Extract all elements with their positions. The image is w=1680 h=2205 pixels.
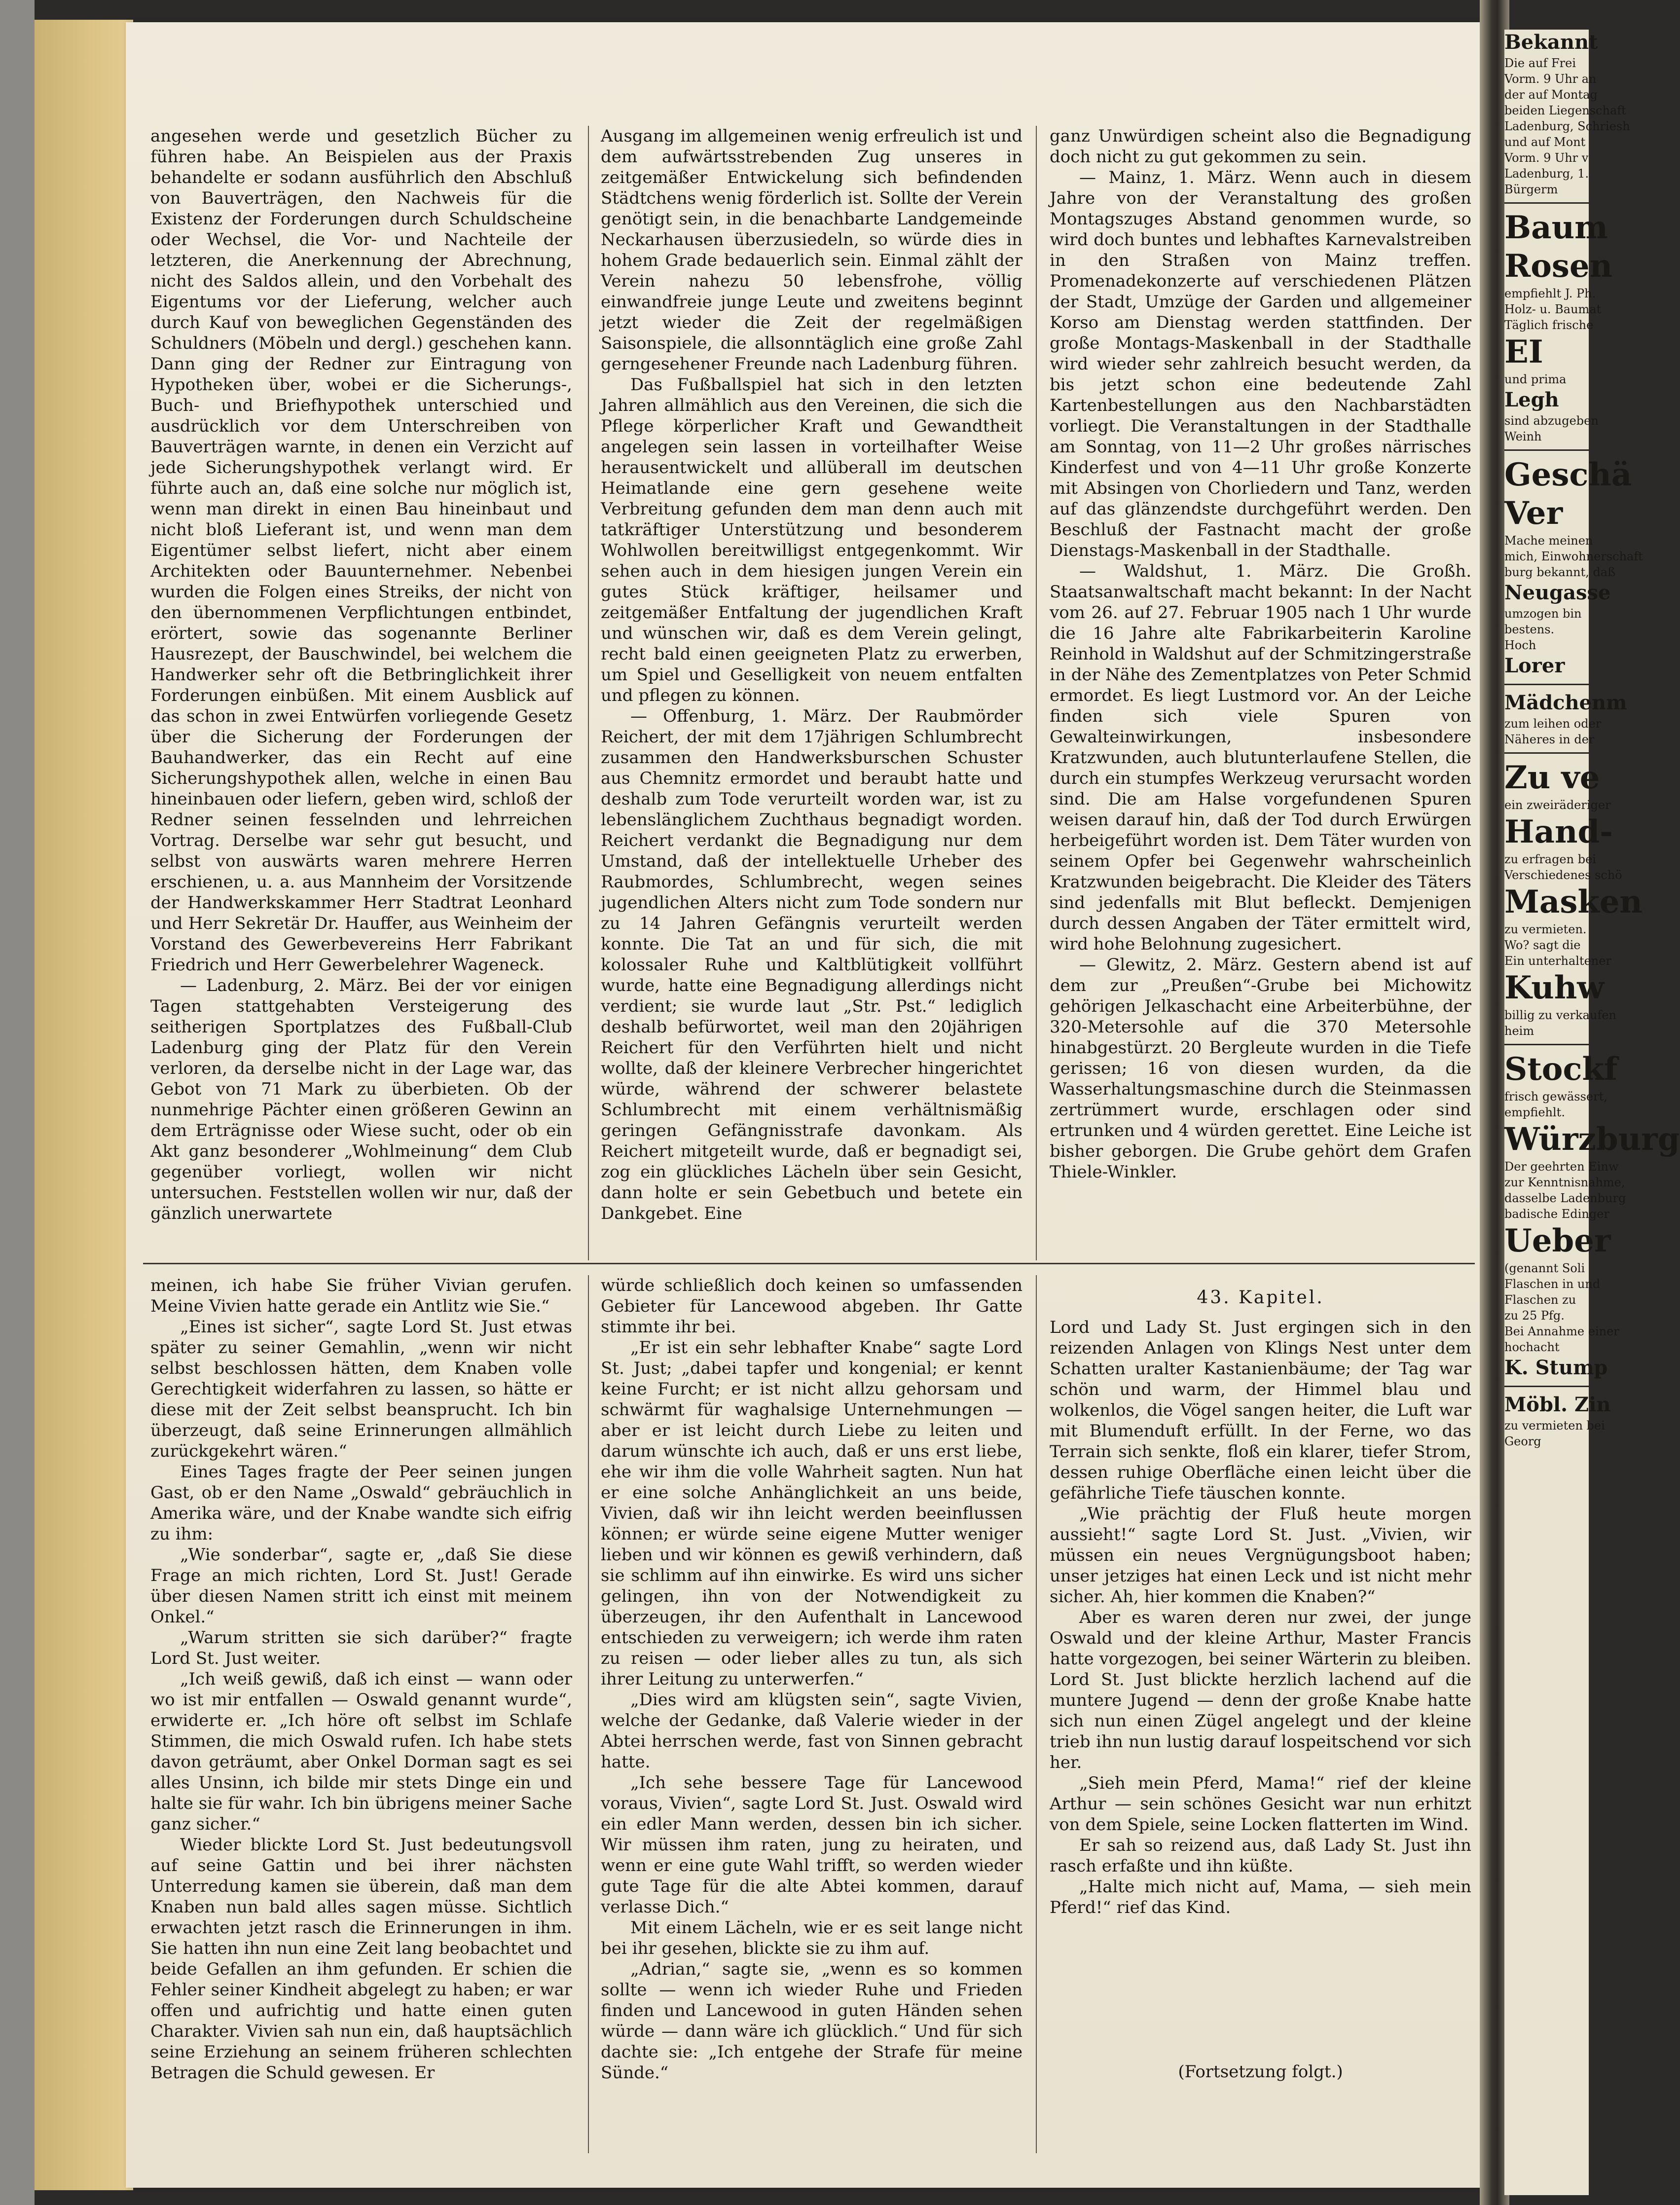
ad-text-fragment: Baum (1504, 209, 1608, 246)
paragraph: Aber es waren deren nur zwei, der junge Oswald und der kleine Arthur, Master Francis hatte vorgezogen, bei seiner Wärterin zu bleiben. Lord St. Just blickte herzlich lachend auf die muntere Jugend — denn der große Knabe hatte sich nun einen Zügel angelegt und der kleine trieb ihn nun lustig darauf lospeitschend vor sich her. (1050, 1608, 1471, 1772)
ad-text-fragment: Näheres in der (1504, 733, 1595, 746)
ad-text-fragment: empfiehlt. (1504, 1105, 1565, 1119)
paragraph: Wieder blickte Lord St. Just bedeutungsvoll auf seine Gattin und bei ihrer nächsten Unterredung kamen sie überein, daß man dem Knaben nun bald alles sagen müsse. Sichtlich erwachten jetzt rasch die Erinnerungen in ihm. Sie hatten ihn nun eine Zeit lang beobachtet und beide Gefallen an ihm gefunden. Er schien die Fehler seiner Kindheit abgelegt zu haben; er war offen und aufrichtig und hatte einen guten Charakter. Vivien sah nun ein, daß hauptsächlich seine Erziehung an seinem früheren schlechten Betragen die Schuld gewesen. Er (150, 1835, 572, 2083)
serial-column-2 (601, 1275, 1023, 2083)
paragraph: „Dies wird am klügsten sein“, sagte Vivien, welche der Gedanke, daß Valerie wieder in der Abtei herrschen werde, fast von Sinnen gebracht hatte. (601, 1690, 1023, 1772)
ad-text-fragment: Zu ve (1504, 759, 1600, 796)
ad-text-fragment: Der geehrten Einw (1504, 1160, 1619, 1174)
paragraph: „Eines ist sicher“, sagte Lord St. Just etwas später zu seiner Gemahlin, „wenn wir nicht selbst beschlossen hätten, dem Knaben volle Gerechtigkeit widerfahren zu lassen, so hätte er diese mit der Zeit selbst beansprucht. Ich bin überzeugt, daß seine Erinnerungen allmählich zurückgekehrt wären.“ (150, 1317, 572, 1461)
ad-text-fragment: hochacht (1504, 1340, 1560, 1354)
column-divider (588, 1275, 589, 2153)
ad-text-fragment: zu erfragen bei (1504, 852, 1596, 866)
ad-text-fragment: zum leihen oder (1504, 717, 1602, 731)
ad-text-fragment: empfiehlt J. Ph. (1504, 287, 1596, 300)
serial-column-3 (1050, 1317, 1471, 1918)
ad-text-fragment: Wo? sagt die (1504, 938, 1581, 952)
ad-text-fragment: Bürgerm (1504, 183, 1558, 196)
top-column-2 (601, 126, 1023, 1224)
paragraph: — Mainz, 1. März. Wenn auch in diesem Jahre von der Veranstaltung des großen Montagszuges Abstand genommen wurde, so wird doch buntes und lebhaftes Karnevalstreiben in den Straßen von Mainz treffen. Promenadekonzerte auf verschiedenen Plätzen der Stadt, Umzüge der Garden und allgemeiner Korso am Dienstag werden stattfinden. Der große Montags-Maskenball in der Stadthalle wird wieder sehr zahlreich besucht werden, da bis jetzt schon eine bedeutende Zahl Kartenbestellungen aus den Nachbarstädten vorliegt. Die Veranstaltungen in der Stadthalle am Sonntag, von 11—2 Uhr großes närrisches Kinderfest und von 4—11 Uhr große Konzerte mit Absingen von Chorliedern und Tanz, werden auf das glänzendste durchgeführt werden. Den Beschluß der Fastnacht macht der große Dienstags-Maskenball in der Stadthalle. (1050, 168, 1471, 560)
ad-divider-rule (1504, 752, 1589, 754)
ad-text-fragment: Mache meinen (1504, 534, 1593, 548)
ad-text-fragment: Flaschen zu (1504, 1293, 1576, 1307)
ad-text-fragment: Hand- (1504, 813, 1613, 850)
ad-text-fragment: Masken (1504, 883, 1643, 920)
paragraph: Er sah so reizend aus, daß Lady St. Just ihn rasch erfaßte und ihn küßte. (1050, 1836, 1471, 1876)
paragraph: Eines Tages fragte der Peer seinen jungen Gast, ob er den Name „Oswald“ gebräuchlich in Amerika wäre, und der Knabe wandte sich eifrig zu ihm: (150, 1462, 572, 1544)
ad-text-fragment: ein zweiräderiger (1504, 798, 1611, 812)
ad-text-fragment: Täglich frische (1504, 318, 1594, 332)
ad-text-fragment: Mädchenm (1504, 691, 1627, 714)
ad-text-fragment: Bekannt (1504, 31, 1598, 54)
ad-text-fragment: Rosen (1504, 248, 1613, 285)
paragraph: angesehen werde und gesetzlich Bücher zu führen habe. An Beispielen aus der Praxis behandelte er sodann ausführlich den Abschluß von Bauverträgen, den Nachweis für die Existenz der Forderungen durch Schuldscheine oder Wechsel, die Vor- und Nachteile der letzteren, die Anerkennung der Abrechnung, nicht des Saldos allein, und den Vorbehalt des Eigentums vor der Lieferung, welcher auch durch Kauf von beweglichen Gegenständen des Schuldners (Möbeln und dergl.) geschehen kann. Dann ging der Redner zur Eintragung von Hypotheken über, wobei er die Sicherungs-, Buch- und Briefhypothek unterschied und ausdrücklich vor dem Unterschreiben von Bauverträgen warnte, in denen ein Verzicht auf jede Sicherungshypothek verlangt wird. Er führte auch an, daß eine solche nur möglich ist, wenn man direkt in einen Bau hineinbaut und nicht bloß Lieferant ist, und wenn man dem Eigentümer selbst liefert, nicht aber einem Architekten oder Bauunternehmer. Nebenbei wurden die Folgen eines Streiks, der nicht von den übernommenen Verpflichtungen entbindet, erörtert, sowie das sogenannte Berliner Hausrezept, der Bauschwindel, bei welchem die Handwerker sehr oft die Betbringlichkeit ihrer Forderungen einbüßen. Mit einem Ausblick auf das schon in zwei Entwürfen vorliegende Gesetz über die Sicherung der Forderungen der Bauhandwerker, das ein Recht auf eine Sicherungshypothek allen, welche in einen Bau hineinbauen oder liefern, geben wird, schloß der Redner seinen fesselnden und lehrreichen Vortrag. Derselbe war sehr gut besucht, und selbst von auswärts waren mehrere Herren erschienen, u. a. aus Mannheim der Vorsitzende der Handwerkskammer Herr Stadtrat Leonhard und Herr Sekretär Dr. Hauffer, aus Weinheim der Vorstand des Gewerbevereins Herr Fabrikant Friedrich und Herr Gewerbelehrer Wageneck. (150, 126, 572, 975)
serial-column-1 (150, 1275, 572, 2083)
ad-text-fragment: Ver (1504, 495, 1563, 532)
ad-text-fragment: Ueber (1504, 1222, 1611, 1259)
ad-text-fragment: mich, Einwohnerschaft (1504, 550, 1643, 563)
paragraph: „Halte mich nicht auf, Mama, — sieh mein Pferd!“ rief das Kind. (1050, 1877, 1471, 1917)
ad-text-fragment: Kuhw (1504, 969, 1605, 1006)
paragraph: „Ich sehe bessere Tage für Lancewood voraus, Vivien“, sagte Lord St. Just. Oswald wird ein edler Mann werden, dessen bin ich sicher. Wir müssen ihm raten, jung zu heiraten, und wenn er eine gute Wahl trifft, so werden wieder gute Tage für die alte Abtei kommen, darauf verlasse Dich.“ (601, 1773, 1023, 1917)
chapter-heading: 43. Kapitel. (1197, 1287, 1324, 1308)
paragraph: meinen, ich habe Sie früher Vivian gerufen. Meine Vivien hatte gerade ein Antlitz wie Sie.“ (150, 1276, 572, 1316)
ad-text-fragment: Holz- u. Baumat (1504, 302, 1602, 316)
paragraph: „Ich weiß gewiß, daß ich einst — wann oder wo ist mir entfallen — Oswald genannt wurde“, erwiderte er. „Ich höre oft selbst im Schlafe Stimmen, die mich Oswald rufen. Ich habe stets davon geträumt, aber Onkel Dorman sagt es sei alles Unsinn, ich bilde mir stets Dinge ein und halte sie für wahr. Ich bin übrigens meiner Sache ganz sicher.“ (150, 1669, 572, 1834)
ad-text-fragment: zu vermieten. (1504, 922, 1587, 936)
column-divider (1036, 126, 1037, 1260)
ad-text-fragment: bestens. (1504, 623, 1555, 636)
ad-text-fragment: Ladenburg, Schriesh (1504, 119, 1630, 133)
section-separator-rule (143, 1263, 1475, 1264)
ad-text-fragment: Flaschen in und (1504, 1277, 1601, 1291)
paragraph: — Waldshut, 1. März. Die Großh. Staatsanwaltschaft macht bekannt: In der Nacht vom 26. auf 27. Februar 1905 nach 1 Uhr wurde die 16 Jahre alte Fabrikarbeiterin Karoline Reinhold in Waldshut auf der Schmitzingerstraße in der Nähe des Zementplatzes von Peter Schmid ermordet. Es liegt Lustmord vor. An der Leiche finden sich viele Spuren von Gewalteinwirkungen, insbesondere Kratzwunden, auch blutunterlaufene Stellen, die durch ein stumpfes Werkzeug verursacht worden sind. Die am Halse vorgefundenen Spuren weisen darauf hin, daß der Tod durch Erwürgen herbeigeführt worden ist. Dem Täter wurden von seinem Opfer bei Gegenwehr wahrscheinlich Kratzwunden beigebracht. Die Kleider des Täters sind jedenfalls mit Blut befleckt. Demjenigen durch dessen Angaben der Täter ermittelt wird, wird hohe Belohnung zugesichert. (1050, 561, 1472, 954)
column-divider (588, 126, 589, 1260)
ad-text-fragment: Geschä (1504, 456, 1632, 493)
ad-divider-rule (1504, 684, 1589, 685)
ad-text-fragment: (genannt Soli (1504, 1261, 1585, 1275)
ad-text-fragment: Ladenburg, 1. (1504, 167, 1589, 181)
page-edge-strip (35, 20, 133, 2190)
ad-text-fragment: zu vermieten bei (1504, 1419, 1605, 1433)
paragraph: würde schließlich doch keinen so umfassenden Gebieter für Lancewood abgeben. Ihr Gatte stimmte ihr bei. (601, 1276, 1023, 1337)
ad-divider-rule (1504, 449, 1589, 451)
ad-text-fragment: burg bekannt, daß (1504, 565, 1616, 579)
ad-text-fragment: umzogen bin (1504, 607, 1582, 621)
ad-divider-rule (1504, 1044, 1589, 1045)
facing-page-advertisements (1504, 30, 1680, 2195)
ad-text-fragment: und prima (1504, 372, 1567, 386)
ad-divider-rule (1504, 202, 1589, 204)
column-divider (1036, 1275, 1037, 2153)
ad-text-fragment: der auf Montag (1504, 88, 1598, 102)
paragraph: „Wie sonderbar“, sagte er, „daß Sie diese Frage an mich richten, Lord St. Just! Gerade über diesen Namen stritt ich einst mit meinem Onkel.“ (150, 1545, 572, 1627)
ad-text-fragment: Weinh (1504, 430, 1542, 443)
ad-text-fragment: zur Kenntnisnahme, (1504, 1176, 1625, 1189)
paragraph: Mit einem Lächeln, wie er es seit lange nicht bei ihr gesehen, blickte sie zu ihm auf. (601, 1918, 1023, 1958)
ad-text-fragment: badische Edinger (1504, 1207, 1609, 1221)
top-column-1 (150, 126, 572, 1224)
ad-text-fragment: Würzburg (1504, 1121, 1680, 1158)
paragraph: Das Fußballspiel hat sich in den letzten Jahren allmählich aus den Vereinen, die sich die Pflege körperlicher Kraft und Gewandtheit angelegen sein lassen in vorteilhafter Weise herausentwickelt und allüberall im deutschen Heimatlande eine gern gesehene weite Verbreitung gefunden dem man denn auch mit tatkräftiger Unterstützung und besonderem Wohlwollen bereitwilligst entgegenkommt. Wir sehen auch in dem hiesigen jungen Verein ein gutes Stück kräftiger, heilsamer und zeitgemäßer Entfaltung der jugendlichen Kraft und wünschen wir, daß es dem Verein gelingt, recht bald einen geeigneten Platz zu erwerben, um Spiel und Geselligkeit von neuem entfalten und pflegen zu können. (601, 375, 1023, 705)
ad-text-fragment: Legh (1504, 388, 1559, 411)
continuation-note: (Fortsetzung folgt.) (1178, 2062, 1343, 2082)
ad-text-fragment: Neugasse (1504, 581, 1611, 604)
paragraph: „Warum stritten sie sich darüber?“ fragte Lord St. Just weiter. (150, 1628, 572, 1668)
ad-text-fragment: zu 25 Pfg. (1504, 1309, 1565, 1323)
ad-text-fragment: beiden Liegenschaft (1504, 104, 1626, 117)
paragraph: Ausgang im allgemeinen wenig erfreulich ist und dem aufwärtsstrebenden Zug unseres in zeitgemäßer Entwickelung sich befindenden Städtchens wenig förderlich ist. Sollte der Verein genötigt sein, in die benachbarte Landgemeinde Neckarhausen überzusiedeln, so würde dies in hohem Grade bedauerlich sein. Einmal zählt der Verein nahezu 50 lebensfrohe, völlig einwandfreie junge Leute und zweitens beginnt jetzt wieder die Zeit der regelmäßigen Saisonspiele, die allsonntäglich eine große Zahl gerngesehener Freunde nach Ladenburg führen. (601, 126, 1023, 374)
top-column-3 (1050, 126, 1471, 1182)
ad-text-fragment: EI (1504, 333, 1543, 370)
scanner-background (0, 0, 35, 2205)
ad-text-fragment: Georg (1504, 1434, 1541, 1448)
ad-text-fragment: Hoch (1504, 638, 1536, 652)
ad-text-fragment: Lorer (1504, 654, 1565, 677)
paragraph: — Offenburg, 1. März. Der Raubmörder Reichert, der mit dem 17jährigen Schlumbrecht zusammen den Handwerksburschen Schuster aus Chemnitz ermordet und beraubt hatte und deshalb zum Tode verurteilt worden war, ist zu lebenslänglichem Zuchthaus begnadigt worden. Reichert verdankt die Begnadigung nur dem Umstand, daß der intellektuelle Urheber des Raubmordes, Schlumbrecht, wegen seines jugendlichen Alters nicht zum Tode sondern nur zu 14 Jahren Gefängnis verurteilt werden konnte. Die Tat an und für sich, die mit kolossaler Ruhe und Kaltblütigkeit vollführt wurde, hatte eine Begnadigung allerdings nicht verdient; sie wurde laut „Str. Pst.“ lediglich deshalb befürwortet, weil man den 20jährigen Reichert für den Verführten hielt und nicht wollte, daß der kleinere Verbrecher hingerichtet würde, während der schwerer belastete Schlumbrecht mit einem verhältnismäßig geringen Gefängnisstrafe davonkam. Als Reichert mitgeteilt wurde, daß er begnadigt sei, zog ein glückliches Lächeln über sein Gesicht, dann holte er sein Gebetbuch und betete ein Dankgebet. Eine (601, 706, 1023, 1223)
paragraph: „Er ist ein sehr lebhafter Knabe“ sagte Lord St. Just; „dabei tapfer und kongenial; er kennt keine Furcht; er ist nicht allzu gehorsam und schwärmt für waghalsige Unternehmungen — aber er ist leicht durch Liebe zu leiten und darum wünschte ich auch, daß er uns erst liebe, ehe wir ihm die volle Wahrheit sagten. Nun hat er eine solche Anhänglichkeit an uns beide, Vivien, daß wir ihn leicht werden beeinflussen können; er würde seine eigene Mutter weniger lieben und wir können es gewiß verhindern, daß sie schlimm auf ihn einwirke. Es wird uns sicher gelingen, ihn von der Notwendigkeit zu überzeugen, ihr den Aufenthalt in Lancewood entschieden zu verweigern; ich werde ihm raten zu reisen — oder lieber alles zu tun, als sich ihrer Leitung zu unterwerfen.“ (601, 1338, 1023, 1689)
paragraph: — Glewitz, 2. März. Gestern abend ist auf dem zur „Preußen“-Grube bei Michowitz gehörigen Jelkaschacht eine Arbeiterbühne, der 320-Metersohle auf die 370 Metersohle hinabgestürzt. 20 Bergleute wurden in die Tiefe gerissen; 16 von diesen wurden, da die Wasserhaltungsmaschine durch die Steinmassen zertrümmert wurde, erschlagen oder sind ertrunken und 4 würden gerettet. Eine Leiche ist bisher geborgen. Die Grube gehört dem Grafen Thiele-Winkler. (1050, 955, 1471, 1182)
paragraph: — Ladenburg, 2. März. Bei der vor einigen Tagen stattgehabten Versteigerung des seitherigen Sportplatzes des Fußball-Club Ladenburg ging der Platz für den Verein verloren, da derselbe nicht in der Lage war, das Gebot von 71 Mark zu überbieten. Ob der nunmehrige Pächter einen größeren Gewinn an dem Erträgnisse oder Wiese sucht, oder ob ein Akt ganz besonderer „Wohlmeinung“ dem Club gegenüber vorliegt, wollen wir nicht untersuchen. Feststellen wollen wir nur, daß der gänzlich unerwartete (150, 976, 572, 1223)
ad-text-fragment: Bei Annahme einer (1504, 1324, 1619, 1338)
paragraph: Lord und Lady St. Just ergingen sich in den reizenden Anlagen von Klings Nest unter dem Schatten uralter Kastanienbäume; der Tag war schön und warm, der Himmel blau und wolkenlos, die Vögel sangen heiter, die Luft war mit Blumenduft erfüllt. In der Ferne, wo das Terrain sich senkte, floß ein klarer, tiefer Strom, dessen ruhige Oberfläche einen leicht über die gefährliche Tiefe täuschen konnte. (1050, 1318, 1471, 1503)
ad-text-fragment: Ein unterhaltener (1504, 954, 1611, 968)
paragraph: „Wie prächtig der Fluß heute morgen aussieht!“ sagte Lord St. Just. „Vivien, wir müssen ein neues Vergnügungsboot haben; unser jetziges hat einen Leck und ist nicht mehr sicher. Ah, hier kommen die Knaben?“ (1050, 1504, 1471, 1607)
ad-text-fragment: Möbl. Zin (1504, 1393, 1611, 1416)
ad-text-fragment: Die auf Frei (1504, 56, 1576, 70)
ad-text-fragment: Verschiedenes schö (1504, 868, 1622, 882)
paragraph: „Sieh mein Pferd, Mama!“ rief der kleine Arthur — sein schönes Gesicht war nun erhitzt von dem Spiele, seine Locken flatterten im Wind. (1050, 1773, 1471, 1835)
ad-text-fragment: K. Stump (1504, 1356, 1608, 1379)
ad-text-fragment: Vorm. 9 Uhr an (1504, 72, 1597, 86)
ad-text-fragment: dasselbe Ladenburg (1504, 1191, 1626, 1205)
ad-text-fragment: Vorm. 9 Uhr v (1504, 151, 1589, 165)
ad-text-fragment: Stockf (1504, 1051, 1618, 1088)
ad-text-fragment: sind abzugeben (1504, 414, 1599, 428)
paragraph: „Adrian,“ sagte sie, „wenn es so kommen sollte — wenn ich wieder Ruhe und Frieden finden und Lancewood in guten Händen sehen würde — dann wäre ich glücklich.“ Und für sich dachte sie: „Ich entgehe der Strafe für meine Sünde.“ (601, 1959, 1023, 2083)
ad-divider-rule (1504, 1386, 1589, 1387)
ad-text-fragment: und auf Mont (1504, 135, 1586, 149)
ad-text-fragment: frisch gewässert, (1504, 1090, 1607, 1103)
paragraph: ganz Unwürdigen scheint also die Begnadigung doch nicht zu gut gekommen zu sein. (1050, 126, 1471, 167)
ad-text-fragment: billig zu verkaufen (1504, 1008, 1616, 1022)
ad-text-fragment: heim (1504, 1024, 1534, 1038)
